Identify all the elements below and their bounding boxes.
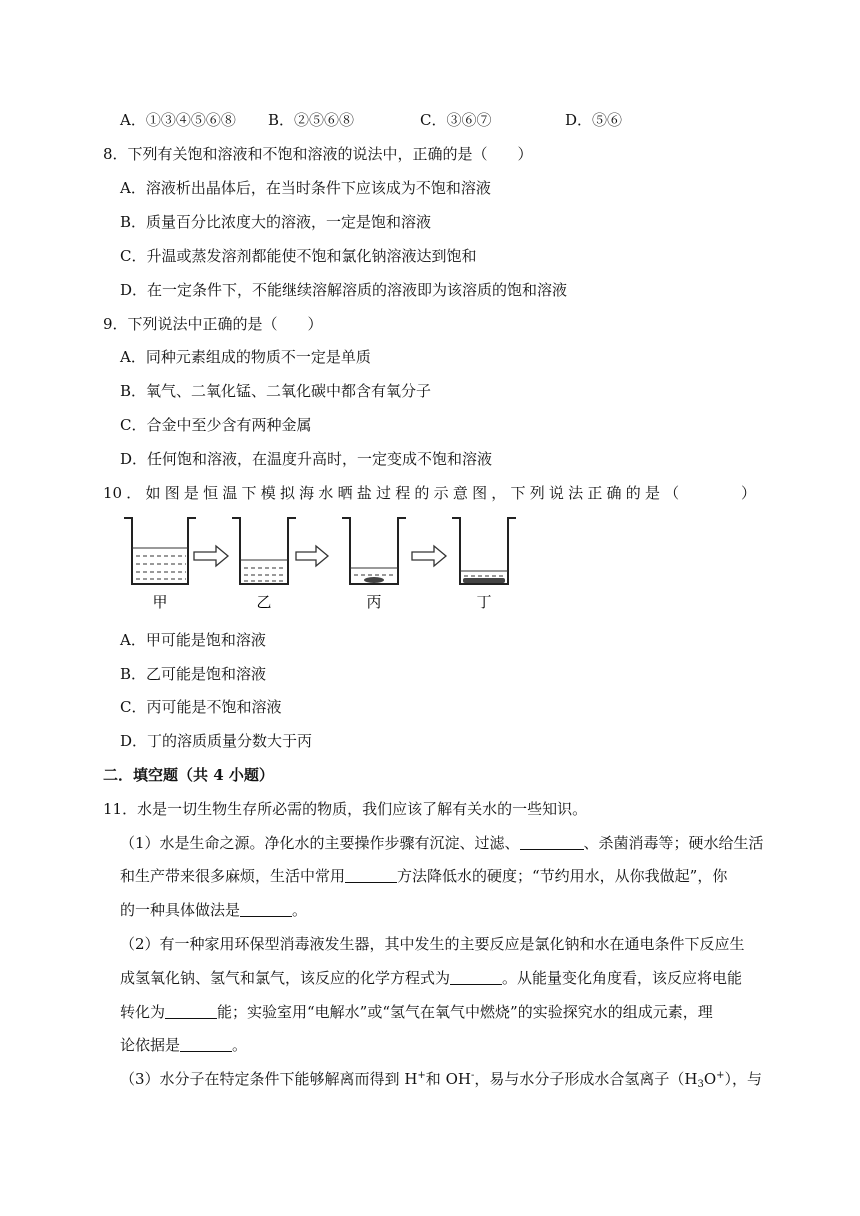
answer-blank[interactable] bbox=[180, 1035, 232, 1052]
q11-part2-line2 bbox=[120, 968, 742, 988]
text: 的一种具体做法是 bbox=[120, 901, 241, 919]
label-bing: 丙 bbox=[366, 593, 382, 611]
q11-part2-line3 bbox=[120, 1002, 713, 1022]
q7-option-b: B．②⑤⑥⑧ bbox=[268, 111, 355, 129]
q8-option-d: D．在一定条件下，不能继续溶解溶质的溶液即为该溶质的饱和溶液 bbox=[120, 281, 568, 299]
subscript: 3 bbox=[697, 1079, 704, 1090]
text: 能；实验室用“电解水”或“氢气在氧气中燃烧”的实验探究水的组成元素，理 bbox=[217, 1003, 713, 1021]
q9-option-a: A．同种元素组成的物质不一定是单质 bbox=[120, 348, 371, 366]
answer-blank[interactable] bbox=[240, 900, 292, 917]
superscript: + bbox=[417, 1070, 426, 1081]
beaker-yi bbox=[232, 518, 296, 584]
q9-option-b: B．氧气、二氧化锰、二氧化碳中都含有氧分子 bbox=[120, 382, 432, 400]
q9-stem: 9．下列说法中正确的是（ ） bbox=[103, 315, 323, 333]
q11-part1-line1 bbox=[120, 833, 764, 853]
superscript: - bbox=[470, 1070, 475, 1081]
q10-option-a: A．甲可能是饱和溶液 bbox=[120, 631, 266, 649]
q11-part3-line1 bbox=[120, 1069, 762, 1089]
q7-option-a: A．①③④⑤⑥⑧ bbox=[120, 111, 236, 129]
q8-stem: 8．下列有关饱和溶液和不饱和溶液的说法中，正确的是（ ） bbox=[103, 145, 533, 163]
text: 。 bbox=[232, 1036, 248, 1054]
arrow-right-icon bbox=[296, 546, 328, 566]
q9-option-c: C．合金中至少含有两种金属 bbox=[120, 416, 312, 434]
text: 、杀菌消毒等；硬水给生活 bbox=[583, 834, 764, 852]
text: 。从能量变化角度看，该反应将电能 bbox=[502, 969, 743, 987]
text: 和生产带来很多麻烦，生活中常用 bbox=[120, 867, 346, 885]
text: 成氢氧化钠、氢气和氯气，该反应的化学方程式为 bbox=[120, 969, 451, 987]
text: 转化为 bbox=[120, 1003, 166, 1021]
superscript: + bbox=[716, 1070, 725, 1081]
q11-stem: 11．水是一切生物生存所必需的物质，我们应该了解有关水的一些知识。 bbox=[103, 800, 588, 818]
beaker-evaporation-figure bbox=[120, 512, 520, 612]
answer-blank[interactable] bbox=[450, 968, 502, 985]
answer-blank[interactable] bbox=[165, 1002, 217, 1019]
q10-option-b: B．乙可能是饱和溶液 bbox=[120, 665, 267, 683]
q11-part1-line2 bbox=[120, 866, 727, 886]
text: 。 bbox=[292, 901, 308, 919]
q8-option-c: C．升温或蒸发溶剂都能使不饱和氯化钠溶液达到饱和 bbox=[120, 247, 477, 265]
label-yi: 乙 bbox=[256, 593, 272, 611]
section-title: 二．填空题（共 4 小题） bbox=[103, 766, 274, 784]
text: 和 OH bbox=[425, 1070, 471, 1088]
q11-part1-line3 bbox=[120, 900, 307, 920]
q10-option-c: C．丙可能是不饱和溶液 bbox=[120, 698, 282, 716]
q11-part2-line1: （2）有一种家用环保型消毒液发生器，其中发生的主要反应是氯化钠和水在通电条件下反应生 bbox=[120, 935, 745, 953]
q7-option-d: D．⑤⑥ bbox=[565, 111, 623, 129]
q9-option-d: D．任何饱和溶液，在温度升高时，一定变成不饱和溶液 bbox=[120, 450, 493, 468]
text: ，易与水分子形成水合氢离子（H bbox=[474, 1070, 698, 1088]
arrow-right-icon bbox=[194, 546, 228, 566]
beaker-bing bbox=[342, 518, 406, 584]
text: ），与 bbox=[724, 1070, 763, 1088]
q10-option-d: D．丁的溶质质量分数大于丙 bbox=[120, 732, 313, 750]
q10-stem: 10．如图是恒温下模拟海水晒盐过程的示意图，下列说法正确的是（ ） bbox=[103, 484, 756, 502]
text: 方法降低水的硬度；“节约用水，从你我做起”，你 bbox=[397, 867, 728, 885]
answer-blank[interactable] bbox=[520, 833, 584, 850]
text: （3）水分子在特定条件下能够解离而得到 H bbox=[120, 1070, 418, 1088]
q11-part2-line4 bbox=[120, 1035, 247, 1055]
label-ding: 丁 bbox=[476, 593, 492, 611]
q7-option-c: C．③⑥⑦ bbox=[420, 111, 492, 129]
text: O bbox=[703, 1070, 717, 1088]
answer-blank[interactable] bbox=[345, 866, 397, 883]
label-jia: 甲 bbox=[152, 593, 168, 611]
text: （1）水是生命之源。净化水的主要操作步骤有沉淀、过滤、 bbox=[120, 834, 520, 852]
arrow-right-icon bbox=[412, 546, 446, 566]
q8-option-a: A．溶液析出晶体后，在当时条件下应该成为不饱和溶液 bbox=[120, 179, 491, 197]
q8-option-b: B．质量百分比浓度大的溶液，一定是饱和溶液 bbox=[120, 213, 432, 231]
beaker-jia bbox=[124, 518, 196, 584]
text: 论依据是 bbox=[120, 1036, 181, 1054]
beaker-ding bbox=[452, 518, 516, 584]
